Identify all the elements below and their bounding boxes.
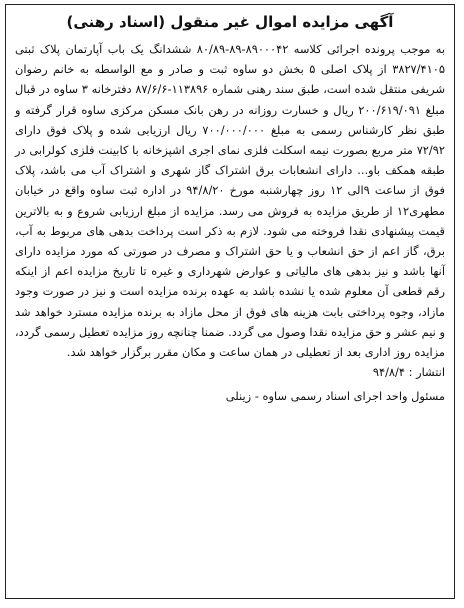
- publish-line: [6, 362, 454, 382]
- notice-body-text: به موجب پرونده اجرائی کلاسه ۸۹۰۰۰۴۲-۸۹-۸۰/۸۹ ششدانگ یک باب آپارتمان پلاک ثبتی ۳۸۲۷/۴۱۰۵ از پلاک اصلی ۵ بخش دو ساوه ثبت و صادر و مع الواسطه به خانم رضوان شریفی منتقل شده است، طبق سند رهنی شماره ۱۱۳۸۹۶-۸۷/۶/۶ دفترخانه ۳ ساوه در قبال مبلغ ۲۰۰/۶۱۹/۰۹۱ ریال و خسارت روزانه در رهن بانک مسکن مرکزی ساوه قرار گرفته و طبق نظر کارشناس رسمی به مبلغ ۷۰۰/۰۰۰/۰۰۰ ریال ارزیابی شده و پلاک فوق دارای ۷۲/۹۲ متر مربع بصورت نیمه اسکلت فلزی نمای اجری اشپزخانه با کابینت فلزی کولرابی در طبقه همکف باو... دارای انشعابات برق اشتراک گاز شهری و اشتراک آب می باشد، پلاک فوق از ساعت ۹الی ۱۲ روز چهارشنبه مورخ ۹۴/۸/۲۰ در اداره ثبت ساوه واقع در خیابان مطهری۱۲ از طریق مزایده به فروش می رسد. مزایده از مبلغ ارزیابی شروع و به بالاترین قیمت پیشنهادی نقدا فروخته می شود. لازم به ذکر است پرداخت بدهی های مربوط به آب، برق، گاز اعم از حق انشعاب و یا حق اشتراک و مصرف در صورتی که مورد مزایده دارای آنها باشد و نیز بدهی های مالیاتی و عوارض شهرداری و غیره تا تاریخ مزایده اعم از اینکه رقم قطعی آن معلوم شده یا نشده باشد به عهده برنده مزایده است و نیز در صورت وجود مازاد، وجوه پرداختی بابت هزینه های فوق از محل مازاد به برنده مزایده مسترد خواهد شد و نیم عشر و حق مزایده نقدا وصول می گردد. ضمنا چنانچه روز مزایده تعطیل رسمی گردد، مزایده روز اداری بعد از تعطیلی در همان ساعت و مکان مقرر برگزار خواهد شد.: [15, 42, 446, 360]
- publish-label: انتشار :: [408, 365, 445, 380]
- notice-body: [6, 33, 454, 362]
- notice-signature: مسئول واحد اجرای اسناد رسمی ساوه - زینلی: [225, 389, 445, 404]
- notice-frame: [5, 4, 455, 599]
- publish-date: ۹۴/۸/۴: [372, 365, 405, 380]
- notice-title: آگهی مزایده اموال غیر منقول (اسناد رهنی): [66, 13, 394, 31]
